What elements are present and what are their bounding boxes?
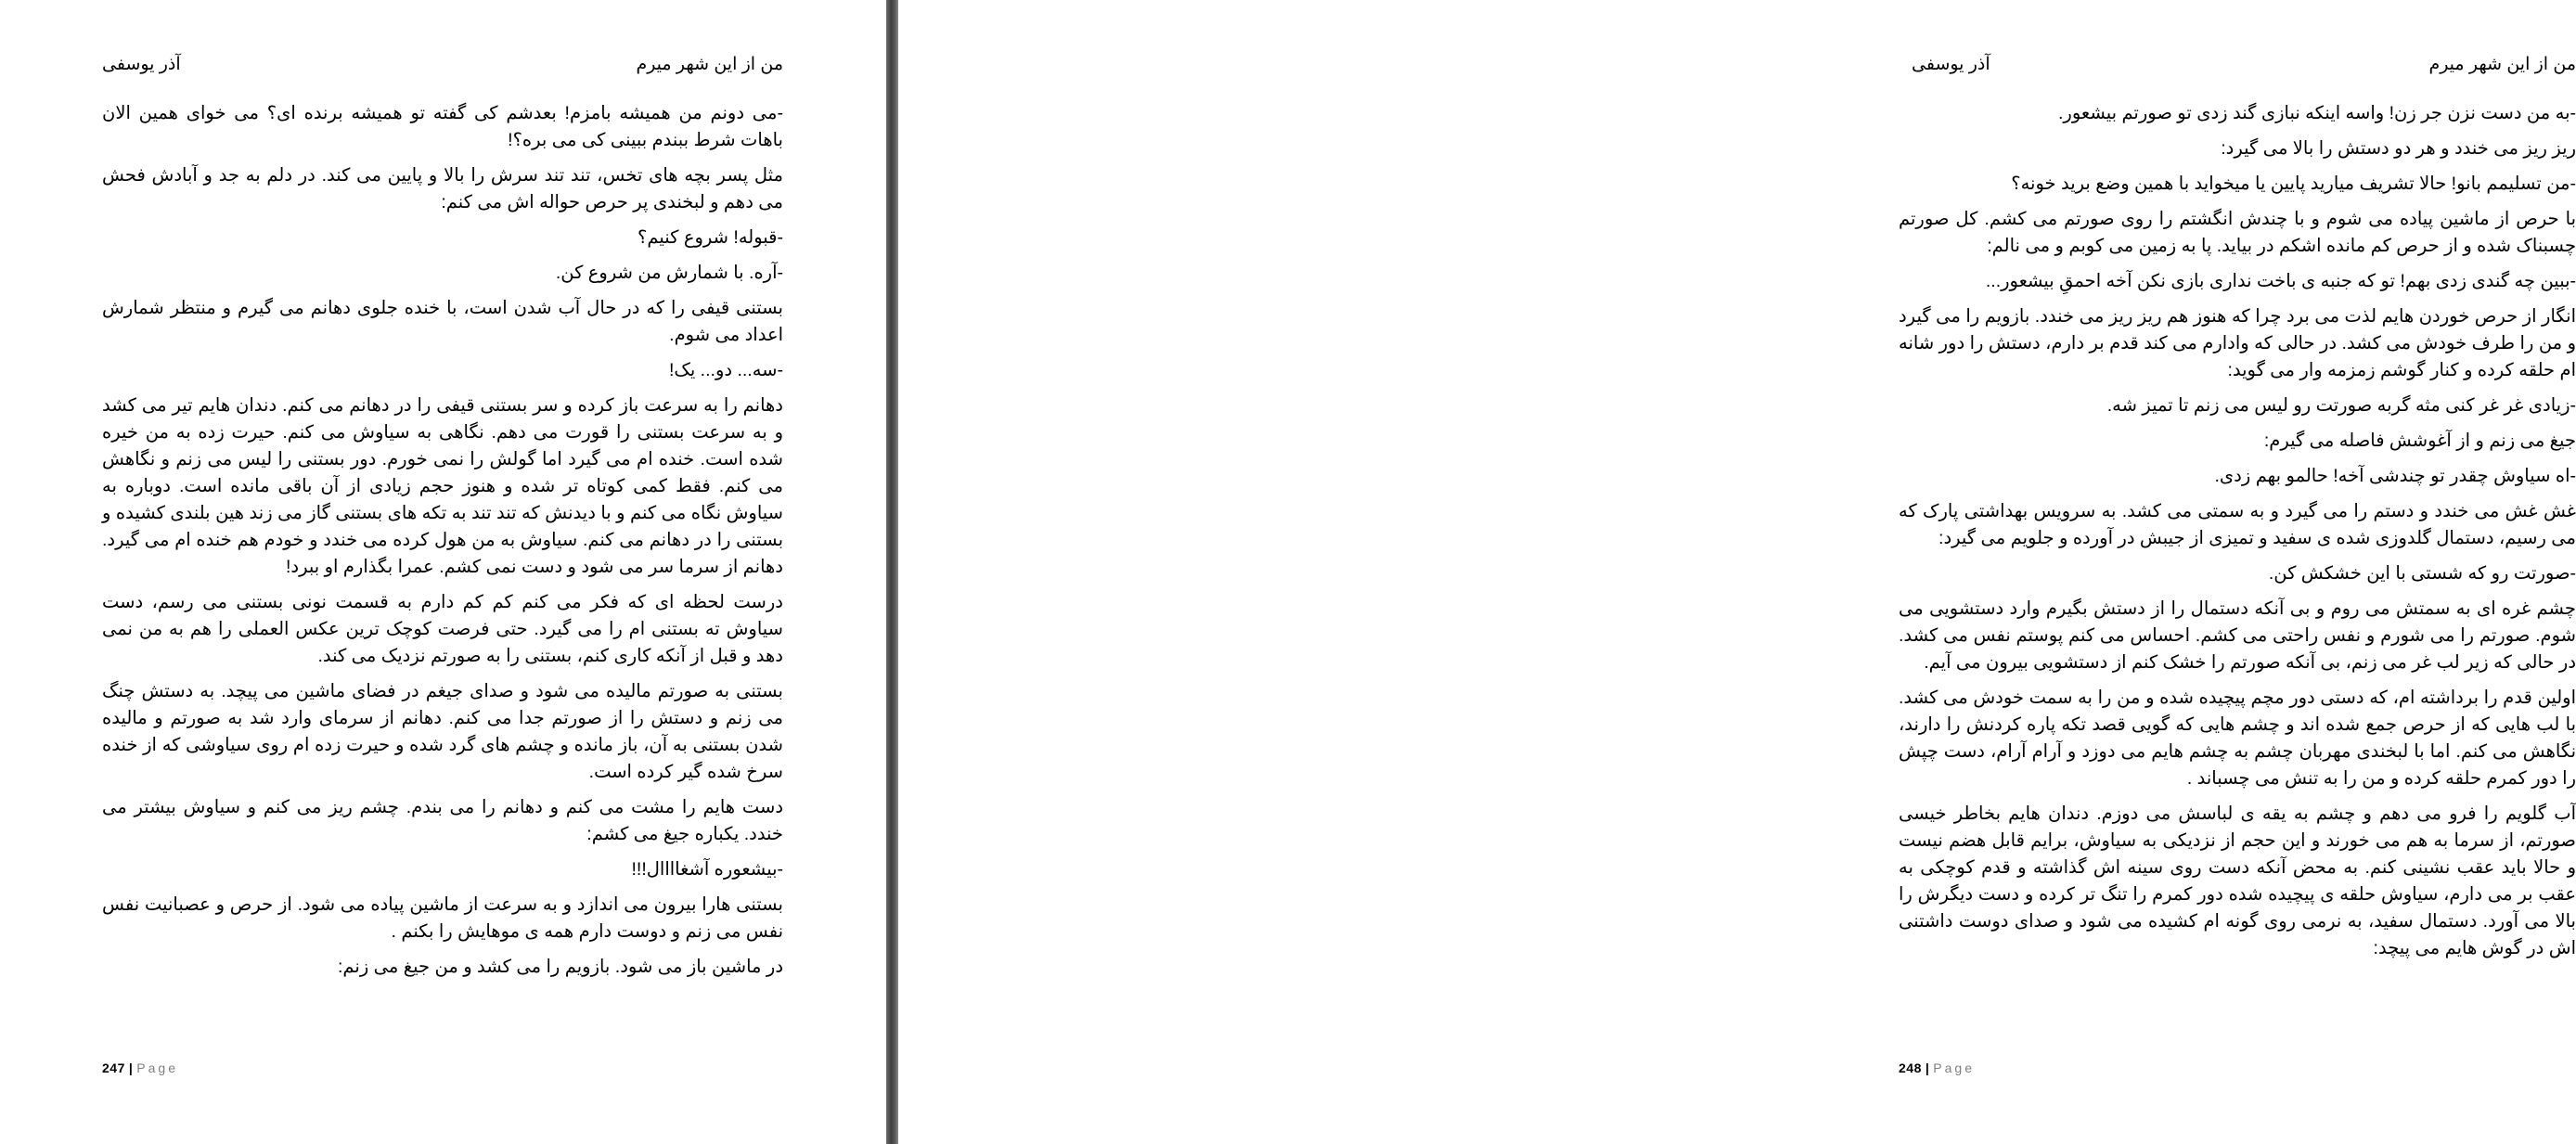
page-body <box>102 100 783 989</box>
page-footer <box>102 1060 178 1075</box>
page-label: Page <box>136 1060 178 1075</box>
paragraph: -قبوله! شروع کنیم؟ <box>638 227 783 248</box>
page-footer <box>1899 1060 1975 1075</box>
paragraph: -زیادی غر غر کنی مثه گربه صورتت رو لیس می زنم تا تمیز شه. <box>2106 395 2576 416</box>
page-left <box>0 0 886 1144</box>
paragraph: دست هایم را مشت می کنم و دهانم را می بندم. چشم ریز می کنم و سیاوش بیشتر می خندد. یکباره جیغ می کشم: <box>102 797 783 844</box>
paragraph: در ماشین باز می شود. بازویم را می کشد و من جیغ می زنم: <box>338 957 783 977</box>
author-name: آذر یوسفی <box>1912 55 1990 74</box>
paragraph: جیغ می زنم و از آغوشش فاصله می گیرم: <box>2263 431 2576 451</box>
page-body <box>1899 100 2576 970</box>
paragraph: -می دونم من همیشه بامزم! بعدشم کی گفته تو همیشه برنده ای؟ می خوای همین الان باهات شرط ببندم ببینی کی می بره؟! <box>102 103 783 150</box>
paragraph: بستنی قیفی را که در حال آب شدن است، با خنده جلوی دهانم می گیرم و منتظر شمارش اعداد می شوم. <box>102 298 783 345</box>
page-number: 248 <box>1899 1060 1922 1075</box>
paragraph: -ببین چه گندی زدی بهم! تو که جنبه ی باخت نداری بازی نکن آخه احمقِ بیشعور... <box>1985 271 2576 291</box>
paragraph: ریز ریز می خندد و هر دو دستش را بالا می گیرد: <box>2221 138 2576 159</box>
paragraph: چشم غره ای به سمتش می روم و بی آنکه دستمال را از دستش بگیرم وارد دستشویی می شوم. صورتم را می شورم و نفس راحتی می کشم. احساس می کنم پوستم نفس می کشد. در حالی که زیر لب غر می زنم، بی آنکه صورتم را خشک کنم از دستشویی بیرون می آیم. <box>1899 598 2576 673</box>
book-title: من از این شهر میرم <box>636 55 783 74</box>
paragraph: غش غش می خندد و دستم را می گیرد و به سمتی می کشد. به سرویس بهداشتی پارک که می رسیم، دستمال گلدوزی شده ی سفید و تمیزی از جیبش در آورده و جلویم می گیرد: <box>1899 501 2576 548</box>
paragraph: -اه سیاوش چقدر تو چندشی آخه! حالمو بهم زدی. <box>2214 466 2576 486</box>
paragraph: انگار از حرص خوردن هایم لذت می برد چرا که هنوز هم ریز ریز می خندد. بازویم را می گیرد و من را طرف خودش می کشد. در حالی که وادارم می کند قدم بر دارم، دستش را دور شانه ام حلقه کرده و کنار گوشم زمزمه وار می گوید: <box>1899 306 2576 380</box>
page-header <box>102 48 783 76</box>
paragraph: بستنی هارا بیرون می اندازد و به سرعت از ماشین پیاده می شود. از حرص و عصبانیت نفس نفس می زنم و دوست دارم همه ی موهایش را بکنم . <box>102 894 783 942</box>
paragraph: -سه... دو... یک! <box>668 360 783 380</box>
paragraph: مثل پسر بچه های تخس، تند تند سرش را بالا و پایین می کند. در دلم به جد و آبادش فحش می دهم و لبخندی پر حرص حواله اش می کنم: <box>102 165 783 212</box>
paragraph: اولین قدم را برداشته ام، که دستی دور مچم پیچیده شده و من را به سمت خودش می کشد. با لب هایی که از حرص جمع شده اند و چشم هایی که گویی قصد تکه پاره کردنش را دارند، نگاهش می کنم. اما با لبخندی مهربان چشم به چشم هایم می دوزد و آرام آرام، دست چپش را دور کمرم حلقه کرده و من را به تنش می چسباند . <box>1899 688 2576 789</box>
paragraph: با حرص از ماشین پیاده می شوم و با چندش انگشتم را روی صورتم می کشم. کل صورتم چسبناک شده و از حرص کم مانده اشکم در بیاید. پا به زمین می کوبم و می نالم: <box>1899 209 2576 256</box>
paragraph: -به من دست نزن جر زن! واسه اینکه نبازی گند زدی تو صورتم بیشعور. <box>2058 103 2576 123</box>
page-right <box>898 0 2576 1144</box>
paragraph: -من تسلیمم بانو! حالا تشریف میارید پایین یا میخواید با همین وضع برید خونه؟ <box>2011 174 2576 194</box>
paragraph: -بیشعوره آشغاااال!!! <box>631 859 783 880</box>
author-name: آذر یوسفی <box>102 55 181 74</box>
book-title: من از این شهر میرم <box>2428 55 2576 74</box>
paragraph: آب گلویم را فرو می دهم و چشم به یقه ی لباسش می دوزم. دندان هایم بخاطر خیسی صورتم، از سرما به هم می خورند و این حجم از نزدیکی به سیاوش، برایم قابل هضم نیست و حالا باید عقب نشینی کنم. به محض آنکه دست روی سینه اش گذاشته و قدم کوچکی به عقب بر می دارم، سیاوش حلقه ی پیچیده شده دور کمرم را تنگ تر کرده و دست دیگرش را بالا می آورد. دستمال سفید، به نرمی روی گونه ام کشیده می شود و صدای دوست داشتنی اش در گوش هایم می پیچد: <box>1899 803 2576 958</box>
paragraph: درست لحظه ای که فکر می کنم کم کم دارم به قسمت نونی بستنی می رسم، دست سیاوش ته بستنی ام را می گیرد. حتی فرصت کوچک ترین عکس العملی را هم به من نمی دهد و قبل از آنکه کاری کنم، بستنی را به صورتم نزدیک می کند. <box>102 592 783 666</box>
page-gutter <box>886 0 898 1144</box>
paragraph: بستنی به صورتم مالیده می شود و صدای جیغم در فضای ماشین می پیچد. به دستش چنگ می زنم و دستش را از صورتم جدا می کنم. دهانم از سرمای وارد شد به صورتم و مالیده شدن بستنی به آن، باز مانده و چشم های گرد شده و حیرت زده ام روی سیاوشی که از خنده سرخ شده گیر کرده است. <box>102 681 783 782</box>
page-number: 247 <box>102 1060 125 1075</box>
page-header <box>1912 48 2576 76</box>
paragraph: -صورتت رو که شستی با این خشکش کن. <box>2268 563 2576 584</box>
page-label: Page <box>1933 1060 1975 1075</box>
footer-separator: | <box>128 1060 134 1075</box>
footer-separator: | <box>1925 1060 1930 1075</box>
paragraph: -آره. با شمارش من شروع کن. <box>555 263 783 283</box>
paragraph: دهانم را به سرعت باز کرده و سر بستنی قیفی را در دهانم می کنم. دندان هایم تیر می کشد و به سرعت بستنی را قورت می دهم. نگاهی به سیاوش می کنم. حیرت زده به من خیره شده است. خنده ام می گیرد اما گولش را نمی خورم. دور بستنی را لیس می زنم و نگاهش می کنم. فقط کمی کوتاه تر شده و هنوز حجم زیادی از آن باقی مانده است. دوباره به سیاوش نگاه می کنم و با دیدنش که تند تند به تکه های بستنی گاز می زند هین بلندی کشیده و بستنی را در دهانم می کنم. سیاوش به من هول کرده می خندد و خودم هم خنده ام می گیرد. دهانم از سرما سر می شود و دست نمی کشم. عمرا بگذارم او ببرد! <box>102 395 783 577</box>
